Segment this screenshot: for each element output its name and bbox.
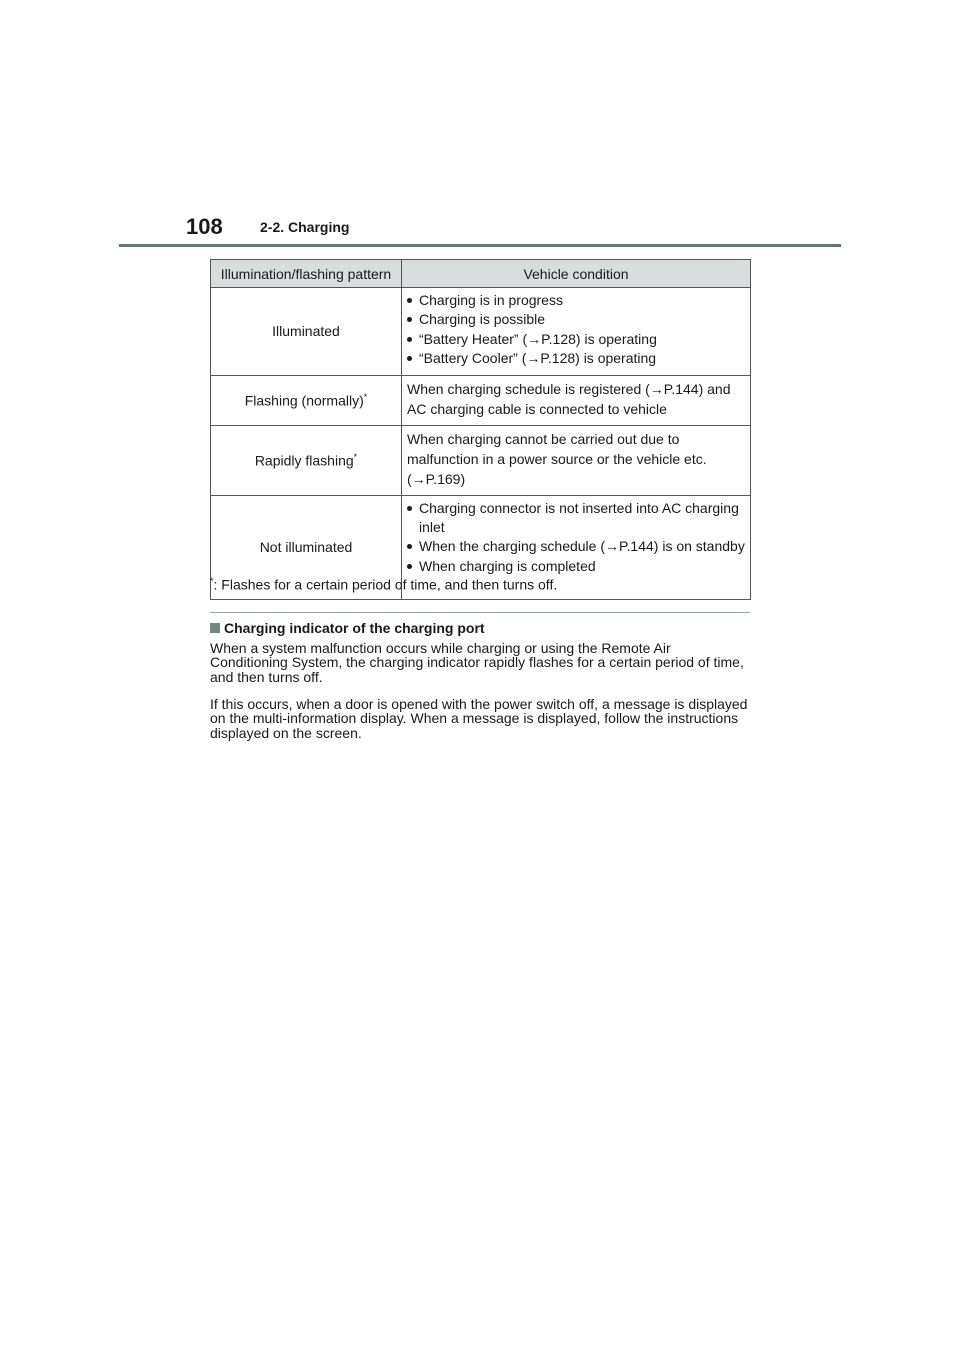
condition-list [407,291,746,369]
footnote [210,576,557,593]
pattern-cell: Illuminated [211,288,402,376]
table-header-row [211,260,751,288]
list-item: “Battery Heater” (→P.128) is operating [407,330,746,349]
footnote-text: : Flashes for a certain period of time, and then turns off. [213,576,558,593]
pattern-cell [211,375,402,425]
condition-cell [402,288,751,376]
list-item: Charging is possible [407,310,746,329]
table-row [211,425,751,495]
section-title: 2-2. Charging [260,219,350,235]
condition-cell: When charging cannot be carried out due to malfunction in a power source or the vehicle etc. (→P.169) [402,425,751,495]
list-item: Charging connector is not inserted into AC charging inlet [407,499,746,538]
condition-cell: When charging schedule is registered (→P.144) and AC charging cable is connected to vehicle [402,375,751,425]
table-row [211,375,751,425]
status-table [210,259,751,600]
list-item: “Battery Cooler” (→P.128) is operating [407,349,746,368]
note-paragraph: If this occurs, when a door is opened with the power switch off, a message is displayed on the multi-information display. When a message is displayed, follow the instructions displayed on the screen. [210,696,748,741]
asterisk-mark: * [363,391,368,402]
pattern-cell [211,425,402,495]
table-row [211,288,751,376]
column-header-pattern: Illumination/flashing pattern [211,260,402,288]
pattern-label: Rapidly flashing [254,452,354,469]
note-heading-text: Charging indicator of the charging port [224,620,485,636]
header-rule [119,244,841,247]
condition-list [407,499,746,577]
column-header-condition: Vehicle condition [402,260,751,288]
page-number: 108 [186,214,223,239]
note-heading [210,620,485,636]
note-paragraph: When a system malfunction occurs while charging or using the Remote Air Conditioning System, the charging indicator rapidly flashes for a certain period of time, and then turns off. [210,640,744,685]
square-bullet-icon [210,623,220,633]
asterisk-mark: * [210,576,214,586]
note-divider [210,612,750,613]
pattern-label: Flashing (normally) [244,392,364,409]
list-item: When charging is completed [407,557,746,576]
list-item: Charging is in progress [407,291,746,310]
asterisk-mark: * [353,451,358,462]
list-item: When the charging schedule (→P.144) is on standby [407,537,746,556]
pattern-cell: Not illuminated [211,495,402,599]
